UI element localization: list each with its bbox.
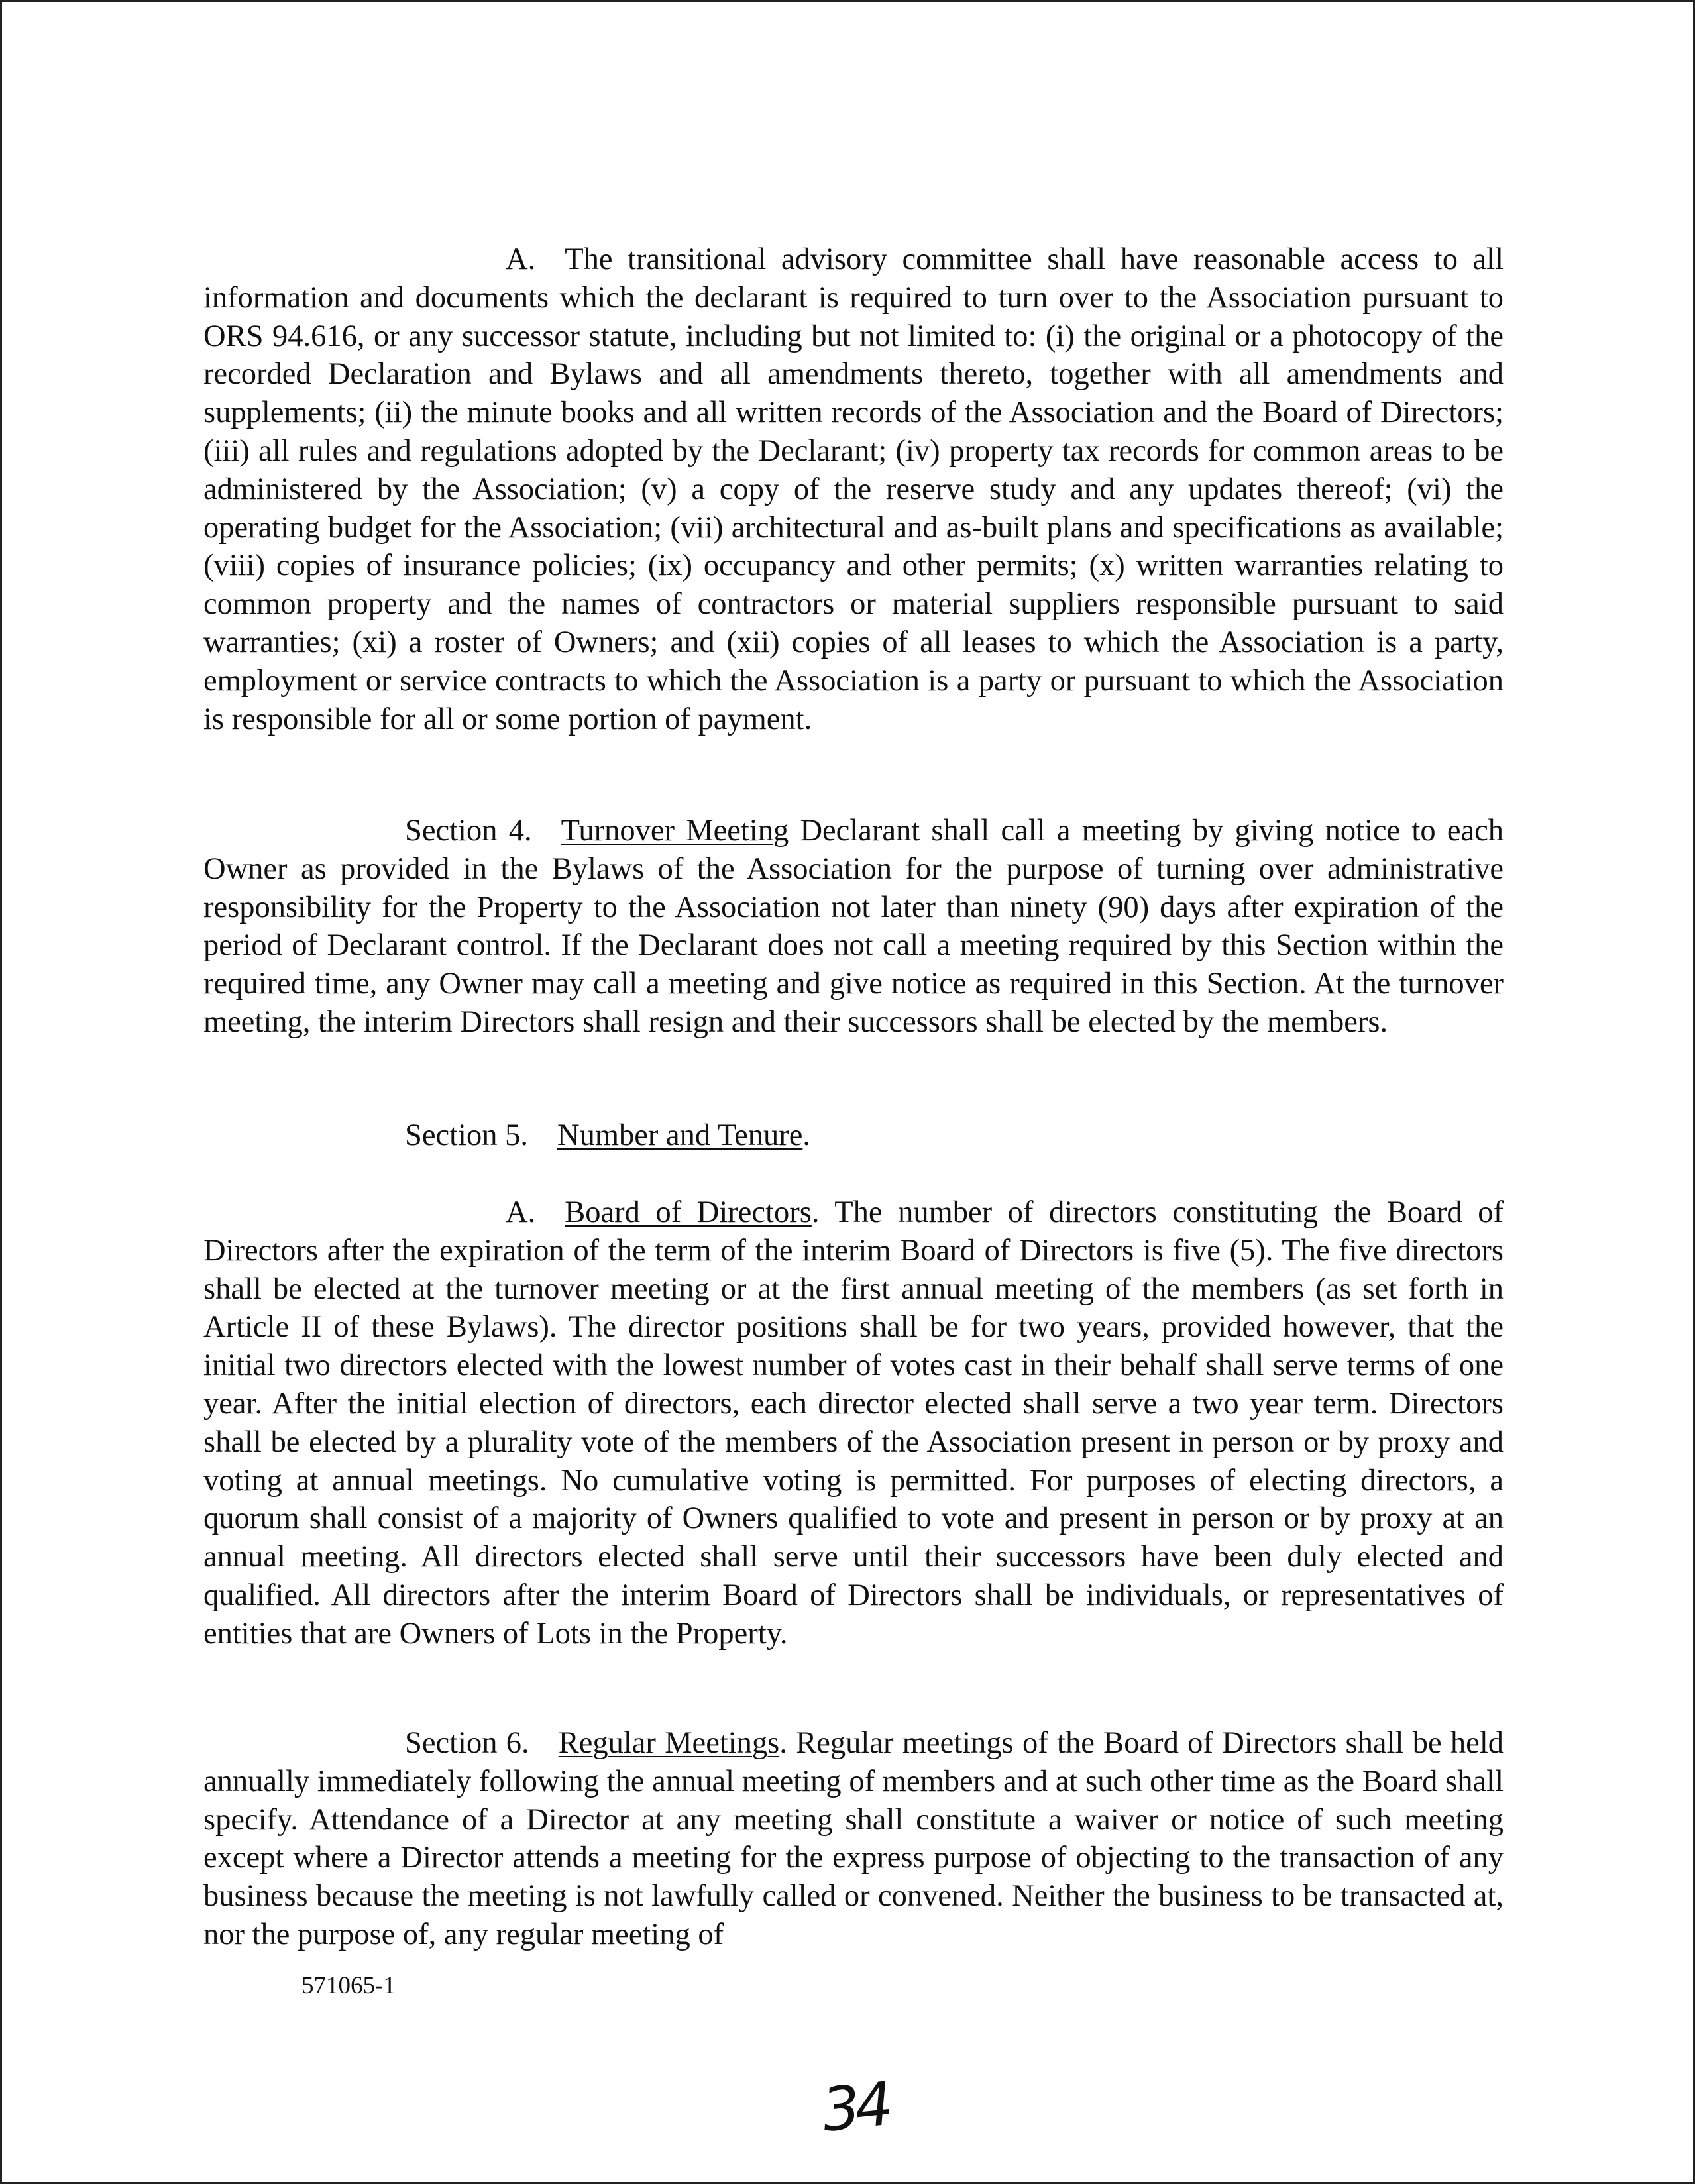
section-5a	[203, 1193, 1504, 1653]
section-6-title: Regular Meetings	[558, 1726, 780, 1760]
section-6	[203, 1724, 1504, 1954]
section-4-title: Turnover Meeting	[561, 814, 789, 847]
section-4	[203, 812, 1504, 1042]
paragraph-a	[203, 241, 1504, 738]
paragraph-a-text	[203, 241, 1504, 738]
section-4-body: Declarant shall call a meeting by giving notice to each Owner as provided in the Bylaws of the Association for the purpose of turning over administrative responsibility for the Property to the Association not later than ninety (90) days after expiration of the period of Declarant control. If the Declarant does not call a meeting required by this Section within the required time, any Owner may call a meeting and give notice as required in this Section. At the turnover meeting, the interim Directors shall resign and their successors shall be elected by the members.	[203, 814, 1504, 1039]
section-5-title-suffix: .	[802, 1119, 810, 1152]
section-5a-text	[203, 1193, 1504, 1653]
section-5-heading	[405, 1117, 810, 1155]
section-5a-body: . The number of directors constituting the Board of Directors after the expiration of the term of the interim Board of Directors is five (5). The five directors shall be elected at the turnover meeting or at the first annual meeting of the members (as set forth in Article II of these Bylaws). The director positions shall be for two years, provided however, that the initial two directors elected with the lowest number of votes cast in their behalf shall serve terms of one year. After the initial election of directors, each director elected shall serve a two year term. Directors shall be elected by a plurality vote of the members of the Association present in person or by proxy and voting at annual meetings. No cumulative voting is permitted. For purposes of electing directors, a quorum shall consist of a majority of Owners qualified to vote and present in person or by proxy at an annual meeting. All directors elected shall serve until their successors have been duly elected and qualified. All directors after the interim Board of Directors shall be individuals, or representatives of entities that are Owners of Lots in the Property.	[203, 1195, 1504, 1651]
section-6-label: Section 6.	[405, 1726, 529, 1760]
section-5a-title: Board of Directors	[565, 1195, 812, 1229]
section-4-text	[203, 812, 1504, 1042]
section-6-text	[203, 1724, 1504, 1954]
section-4-label: Section 4.	[405, 814, 532, 847]
handwritten-page-number: 34	[818, 2069, 891, 2146]
section-5-title: Number and Tenure	[557, 1119, 803, 1152]
paragraph-a-marker: A.	[506, 243, 536, 276]
section-5a-marker: A.	[506, 1195, 536, 1229]
paragraph-a-body: The transitional advisory committee shall have reasonable access to all information and documents which the declarant is required to turn over to the Association pursuant to ORS 94.616, or any successor statute, including but not limited to: (i) the original or a photocopy of the recorded Declaration and Bylaws and all amendments thereto, together with all amendments and supplements; (ii) the minute books and all written records of the Association and the Board of Directors; (iii) all rules and regulations adopted by the Declarant; (iv) property tax records for common areas to be administered by the Association; (v) a copy of the reserve study and any updates thereof; (vi) the operating budget for the Association; (vii) architectural and as-built plans and specifications as available; (viii) copies of insurance policies; (ix) occupancy and other permits; (x) written warranties relating to common property and the names of contractors or material suppliers responsible pursuant to said warranties; (xi) a roster of Owners; and (xii) copies of all leases to which the Association is a party, employment or service contracts to which the Association is a party or pursuant to which the Association is responsible for all or some portion of payment.	[203, 243, 1504, 736]
document-id: 571065-1	[301, 1972, 396, 1999]
section-6-body: . Regular meetings of the Board of Directors shall be held annually immediately following the annual meeting of members and at such other time as the Board shall specify. Attendance of a Director at any meeting shall constitute a waiver or notice of such meeting except where a Director attends a meeting for the express purpose of objecting to the transaction of any business because the meeting is not lawfully called or convened. Neither the business to be transacted at, nor the purpose of, any regular meeting of	[203, 1726, 1504, 1951]
section-5-label: Section 5.	[405, 1119, 528, 1152]
